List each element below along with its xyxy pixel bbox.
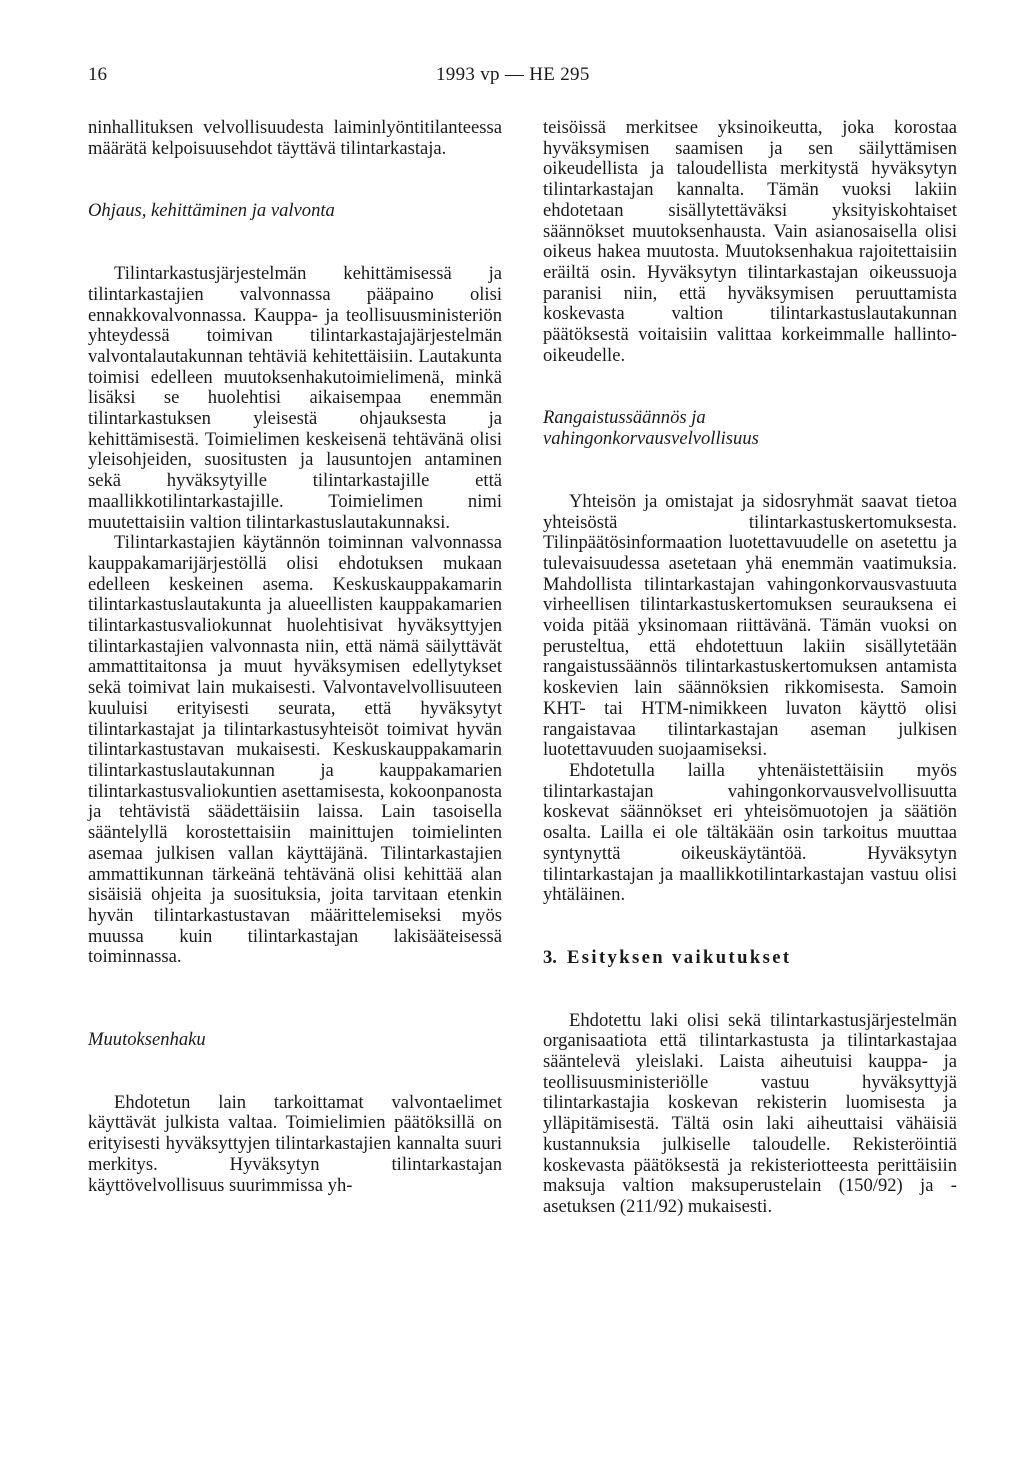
right-column [543,118,957,1218]
paragraph: teisöissä merkitsee yksinoikeutta, joka korostaa hyväksymisen saamisen ja sen säilyttämisen oikeudellista ja taloudellista merkitystä hyväksytyn tilintarkastajan kannalta. Tämän vuoksi lakiin ehdotetaan sisällytettäväksi yksityiskohtaiset säännökset muutoksenhausta. Vain asianosaisella olisi oikeus hakea muutosta. Muutoksenhakua rajoitettaisiin eräiltä osin. Hyväksytyn tilintarkastajan oikeussuoja paranisi niin, että hyväksymisen peruuttamista koskevasta valtion tilintarkastuslautakunnan päätöksestä voitaisiin valittaa korkeimmalle hallinto-oikeudelle. [543,117,957,366]
spacer [543,906,957,948]
subheading-line: Rangaistussäännös ja [543,407,706,429]
paragraph: Ehdotetulla lailla yhtenäistettäisiin myös tilintarkastajan vahingonkorvausvelvollisuutta koskevat säännökset eri yhteisömuotojen ja säätiön osalta. Lailla ei ole tältäkään osin tarkoitus muuttaa syntynyttä oikeuskäytäntöä. Hyväksytyn tilintarkastajan ja maallikkotilintarkastajan vastuu olisi yhtäläinen. [543,759,957,906]
section-title: Esityksen vaikutukset [566,946,792,968]
paragraph: Yhteisön ja omistajat ja sidosryhmät saavat tietoa yhteisöstä tilintarkastuskertomuksesta. Tilinpäätösinformaation luotettavuudelle on asetettu ja tulevaisuudessa asetetaan yhä enemmän vaatimuksia. Mahdollista tilintarkastajan vahingonkorvausvastuuta virheellisen tilintarkastuskertomuksen seurauksena ei voida pitää yksinomaan riittävänä. Tämän vuoksi on perusteltua, että ehdotettuun lakiin sisällytetään rangaistussäännös tilintarkastuskertomuksen antamista koskevien lain säännöksien rikkomisesta. Samoin KHT- tai HTM-nimikkeen luvaton käyttö olisi rangaistavaa tilintarkastajan aseman julkisen luotettavuuden suojaamiseksi. [543,490,957,761]
section-heading [543,948,957,969]
section-number: 3. [543,946,557,968]
subheading-muutoksenhaku: Muutoksenhaku [88,1029,206,1051]
running-head: 1993 vp — HE 295 [436,64,590,85]
spacer [88,159,502,201]
left-column [88,118,502,1196]
paragraph: Ehdotetun lain tarkoittamat valvontaelimet käyttävät julkista valtaa. Toimielimien päätöksillä on erityisesti hyväksyttyjen tilintarkastajien kannalta suuri merkitys. Hyväksytyn tilintarkastajan käyttövelvollisuus suurimmissa yh- [88,1091,502,1196]
paragraph: Ehdotettu laki olisi sekä tilintarkastusjärjestelmän organisaatiota että tilintarkastusta ja tilintarkastajaa sääntelevä yleislaki. Laista aiheutuisi kauppa- ja teollisuusministeriölle vastuu hyväksyttyjä tilintarkastajia koskevan rekisterin luomisesta ja ylläpitämisestä. Tältä osin laki aiheuttaisi vähäisiä kustannuksia julkiselle taloudelle. Rekisteröintiä koskevasta päätöksestä ja rekisteriotteesta perittäisiin maksuja valtion maksuperustelain (150/92) ja -asetuksen (211/92) mukaisesti. [543,1009,957,1217]
spacer [88,222,502,264]
page-header [88,62,968,88]
paragraph: ninhallituksen velvollisuudesta laiminlyöntitilanteessa määrätä kelpoisuusehdot täyttävä tilintarkastaja. [88,117,502,159]
paragraph: Tilintarkastusjärjestelmän kehittämisessä ja tilintarkastajien valvonnassa pääpaino olisi ennakkovalvonnassa. Kauppa- ja teollisuusministeriön yhteydessä toimivan tilintarkastajajärjestelmän valvontalautakunnan tehtäviä kehitettäisiin. Lautakunta toimisi edelleen muutoksenhakutoimielimenä, minkä lisäksi se huolehtisi aikaisempaa enemmän tilintarkastuksen yleisestä ohjauksesta ja kehittämisestä. Toimielimen keskeisenä tehtävänä olisi yleisohjeiden, suositusten ja lausuntojen antaminen sekä hyväksytyille tilintarkastajille että maallikkotilintarkastajille. Toimielimen nimi muutettaisiin valtion tilintarkastuslautakunnaksi. [88,263,502,533]
subheading-rangaistus [543,408,957,449]
subheading-ohjaus: Ohjaus, kehittäminen ja valvonta [88,200,335,222]
spacer [543,450,957,492]
spacer [88,968,502,1030]
spacer [88,1051,502,1093]
spacer [543,366,957,408]
page-number: 16 [88,64,107,85]
paragraph: Tilintarkastajien käytännön toiminnan valvonnassa kauppakamarijärjestöllä olisi ehdotuksen mukaan edelleen keskeinen asema. Keskuskauppakamarin tilintarkastuslautakunta ja alueellisten kauppakamarien tilintarkastusvaliokunnat huolehtisivat hyväksyttyjen tilintarkastajien valvonnasta niin, että nämä säilyttävät ammattitaitonsa ja muut hyväksymisen edellytykset sekä toimivat lain mukaisesti. Valvontavelvollisuuteen kuuluisi erityisesti seurata, että hyväksytyt tilintarkastajat ja tilintarkastusyhteisöt toimivat hyvän tilintarkastustavan mukaisesti. Keskuskauppakamarin tilintarkastuslautakunnan ja kauppakamarien tilintarkastusvaliokuntien asettamisesta, kokoonpanosta ja tehtävistä säädettäisiin laissa. Lain tasoisella sääntelyllä korostettaisiin mainittujen toimielinten asemaa julkisen vallan käyttäjänä. Tilintarkastajien ammattikunnan tärkeänä tehtävänä olisi kehittää alan sisäisiä ohjeita ja suosituksia, joita tarvitaan etenkin hyvän tilintarkastustavan määrittelemiseksi myös muussa kuin tilintarkastajan lakisääteisessä toiminnassa. [88,532,502,968]
spacer [543,969,957,1011]
subheading-line: vahingonkorvausvelvollisuus [543,428,759,450]
